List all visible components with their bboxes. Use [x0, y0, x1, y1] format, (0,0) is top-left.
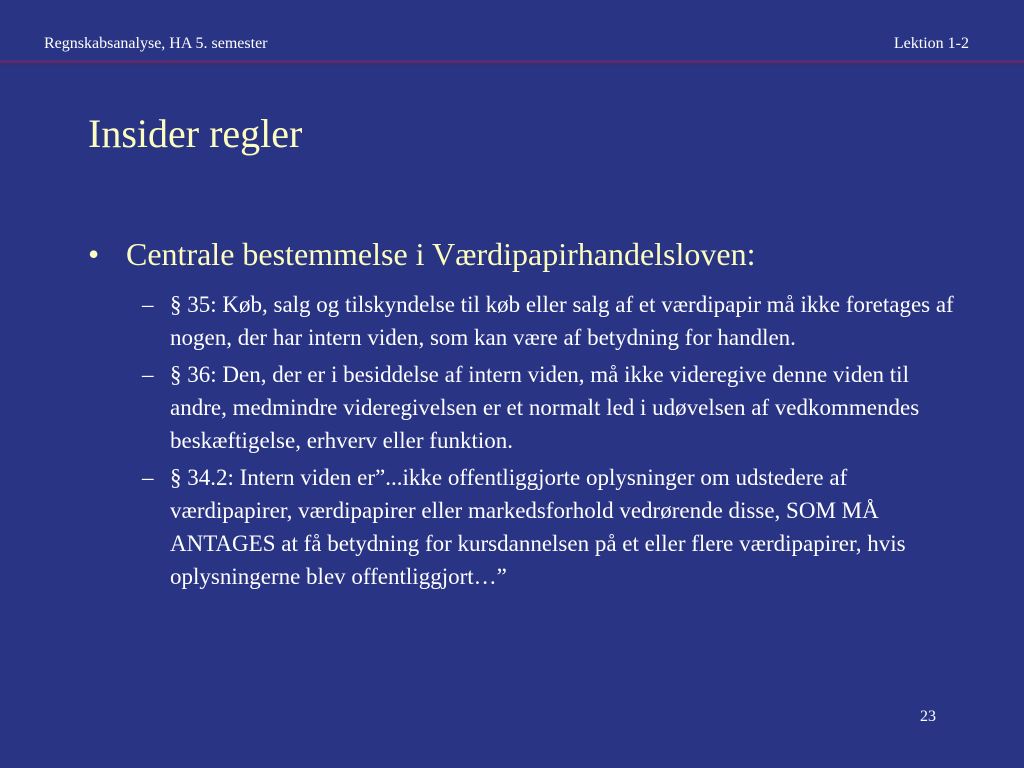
sub-bullet-list [88, 288, 968, 593]
sub-bullet-text: § 35: Køb, salg og tilskyndelse til køb eller salg af et værdipapir må ikke foretages af nogen, der har intern viden, som kan være af betydning for handlen. [170, 292, 954, 350]
header-divider [0, 60, 1024, 65]
header-course-title: Regnskabsanalyse, HA 5. semester [44, 35, 268, 52]
header-lesson-label: Lektion 1-2 [893, 35, 969, 52]
bullet-marker: • [88, 236, 100, 272]
slide-content [88, 232, 968, 597]
sub-bullet-text: § 34.2: Intern viden er”...ikke offentliggjorte oplysninger om udstedere af værdipapirer, værdipapirer eller markedsforhold vedrørende disse, SOM MÅ ANTAGES at få betydning for kursdannelsen på et eller flere værdipapirer, hvis oplysningerne blev offentliggjort…” [170, 465, 906, 589]
sub-bullet-text: § 36: Den, der er i besiddelse af intern viden, må ikke videregive denne viden til andre, medmindre videregivelsen er et normalt led i udøvelsen af vedkommendes beskæftigelse, erhverv eller funktion. [170, 362, 920, 453]
sub-bullet-paragraph-36 [142, 358, 960, 457]
dash-marker: – [142, 465, 154, 490]
slide-title: Insider regler [88, 111, 303, 156]
main-bullet [88, 232, 968, 276]
page-number: 23 [920, 708, 936, 725]
main-bullet-text: Centrale bestemmelse i Værdipapirhandelsloven: [126, 236, 756, 272]
sub-bullet-paragraph-34-2 [142, 461, 960, 593]
dash-marker: – [142, 362, 154, 387]
sub-bullet-paragraph-35 [142, 288, 960, 354]
dash-marker: – [142, 292, 154, 317]
